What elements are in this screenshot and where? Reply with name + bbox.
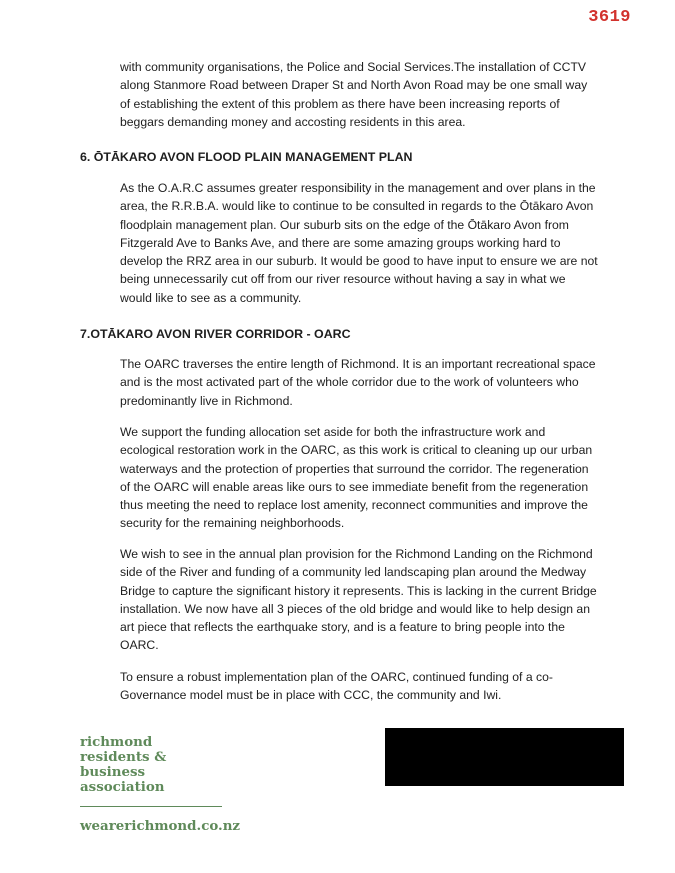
logo-line: business [80, 764, 146, 780]
section-6-paragraph: As the O.A.R.C assumes greater responsibility in the management and over plans in the area, the R.R.B.A. would like to continue to be consulted in regards to the Ōtākaro Avon floodplain management plan. Our suburb sits on the edge of the Ōtākaro Avon from Fitzgerald Ave to Banks Ave, and there are some amazing groups working hard to develop the RRZ area in our suburb. It would be good to have input to ensure we are not being unnecessarily cut off from our river resource without having a say in what we would like to see as a community. [120, 181, 598, 305]
section-7-paragraph-1: The OARC traverses the entire length of Richmond. It is an important recreational space and is the most activated part of the whole corridor due to the work of volunteers who predominantly live in Richmond. [120, 357, 596, 408]
page-number: 3619 [588, 8, 631, 27]
logo-line: association [80, 779, 165, 795]
redaction-block [385, 728, 624, 786]
section-6-heading: 6. ŌTĀKARO AVON FLOOD PLAIN MANAGEMENT PLAN [80, 150, 413, 164]
section-7-paragraph-2: We support the funding allocation set aside for both the infrastructure work and ecological restoration work in the OARC, as this work is critical to cleaning up our urban waterways and the protection of properties that surround the corridor. The regeneration of the OARC will enable areas like ours to see immediate benefit from the regeneration thus meeting the need to replace lost amenity, reconnect communities and improve the security for the remaining neighborhoods. [120, 425, 593, 531]
logo-line: residents & [80, 749, 167, 765]
association-logo [80, 735, 166, 795]
section-7-paragraph-4: To ensure a robust implementation plan of the OARC, continued funding of a co-Governance model must be in place with CCC, the community and Iwi. [120, 670, 553, 703]
section-7-heading: 7.OTĀKARO AVON RIVER CORRIDOR - OARC [80, 327, 351, 341]
footer-divider [80, 806, 222, 807]
website-link[interactable]: wearerichmond.co.nz [80, 818, 241, 834]
intro-paragraph: with community organisations, the Police and Social Services.The installation of CCTV along Stanmore Road between Draper St and North Avon Road may be one small way of establishing the extent of this problem as there have been increasing reports of beggars demanding money and accosting residents in this area. [120, 60, 588, 129]
section-7-paragraph-3: We wish to see in the annual plan provision for the Richmond Landing on the Richmond side of the River and funding of a community led landscaping plan around the Medway Bridge to capture the significant history it represents. This is lacking in the current Bridge installation. We now have all 3 pieces of the old bridge and would like to help design an art piece that reflects the earthquake story, and is a feature to bring people into the OARC. [120, 547, 597, 653]
logo-line: richmond [80, 734, 153, 750]
